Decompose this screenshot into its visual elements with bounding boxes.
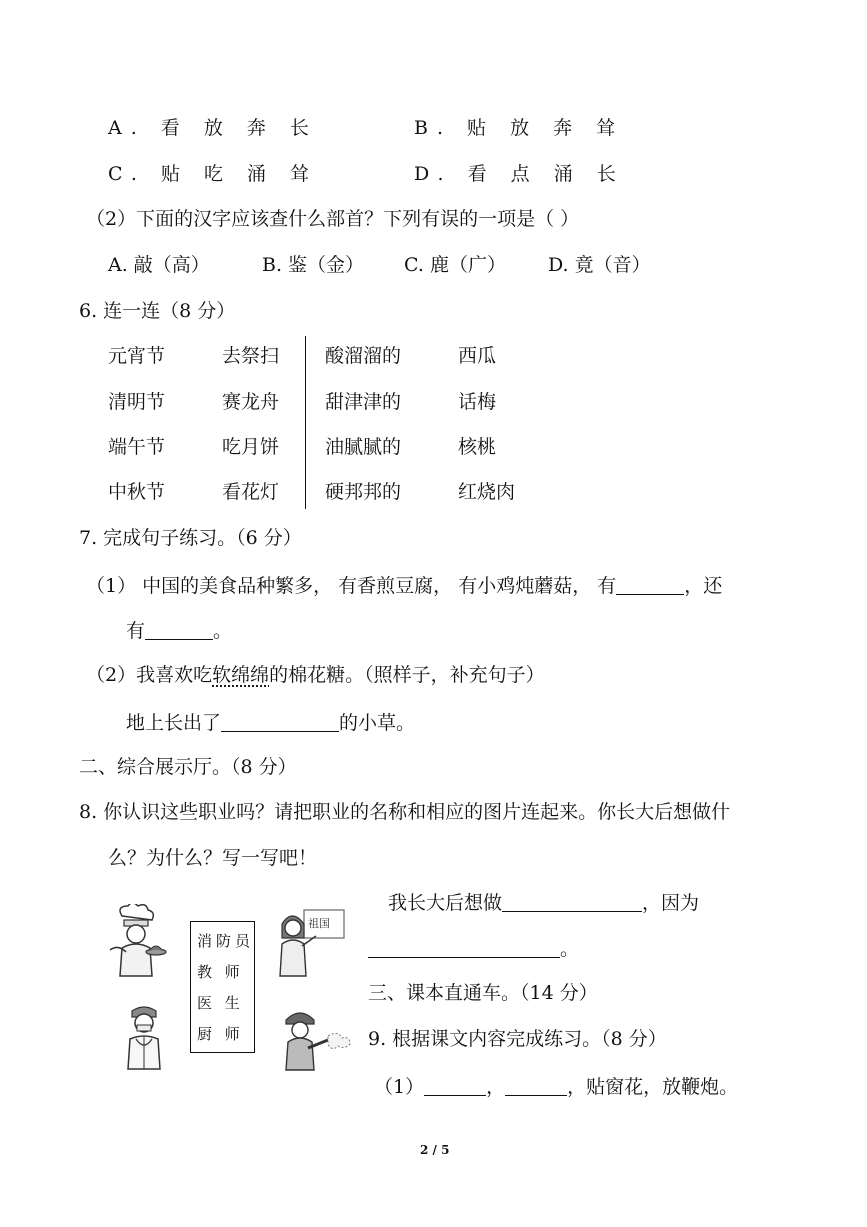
job-chef[interactable]: 厨 师	[197, 1025, 244, 1043]
option-d: D. 看 点 涌 长	[414, 163, 625, 185]
q7-s3-b: 的小草。	[339, 712, 416, 734]
answer-blank[interactable]	[616, 575, 684, 595]
taste-item: 甜津津的	[325, 391, 402, 413]
radical-option-c: C. 鹿（广）	[404, 254, 506, 276]
q9-sentence-1	[374, 1076, 738, 1097]
festival-item: 中秋节	[108, 481, 166, 503]
q6-title: 6. 连一连（8 分）	[79, 300, 236, 322]
taste-item: 油腻腻的	[325, 436, 402, 458]
q8-reason-end: 。	[560, 938, 580, 960]
answer-blank[interactable]	[368, 938, 560, 958]
answer-blank[interactable]	[145, 620, 213, 640]
job-doctor[interactable]: 医 生	[197, 994, 244, 1012]
radical-option-b: B. 鉴（金）	[262, 254, 365, 276]
q9-s1-b: ，	[486, 1076, 506, 1098]
answer-blank[interactable]	[221, 712, 339, 732]
firefighter-picture[interactable]	[282, 1006, 354, 1072]
q8-want-line	[388, 892, 699, 913]
q7-s1-line2-a: 有	[126, 620, 146, 642]
festival-item: 端午节	[108, 436, 166, 458]
q7-s2-b: 的棉花糖。（照样子，补充句子）	[269, 664, 545, 686]
column-divider	[305, 336, 306, 509]
teacher-picture[interactable]	[276, 906, 346, 978]
q7-s3-a: 地上长出了	[126, 712, 222, 734]
q7-sentence-1-cont	[126, 620, 232, 641]
option-b: B. 贴 放 奔 耸	[414, 117, 625, 139]
answer-blank[interactable]	[424, 1076, 486, 1096]
q9-s1-a: （1）	[374, 1076, 425, 1098]
food-item: 话梅	[458, 391, 497, 413]
option-a: A. 看 放 奔 长	[108, 117, 318, 139]
food-item: 红烧肉	[458, 481, 516, 503]
q8-reason-line	[368, 938, 579, 959]
chef-picture[interactable]	[106, 904, 168, 978]
page-number: 2 / 5	[420, 1143, 450, 1157]
section-2-title: 二、综合展示厅。（8 分）	[79, 756, 297, 778]
q8-want-b: ，因为	[642, 892, 700, 914]
taste-item: 酸溜溜的	[325, 345, 402, 367]
answer-blank[interactable]	[502, 892, 642, 912]
section-3-title: 三、课本直通车。（14 分）	[368, 982, 598, 1004]
q8-line-1: 8. 你认识这些职业吗？请把职业的名称和相应的图片连起来。你长大后想做什	[79, 801, 731, 823]
q9-title: 9. 根据课文内容完成练习。（8 分）	[368, 1028, 667, 1050]
answer-blank[interactable]	[505, 1076, 567, 1096]
q8-want-a: 我长大后想做	[388, 892, 503, 914]
custom-item: 去祭扫	[222, 345, 280, 367]
custom-item: 赛龙舟	[222, 391, 280, 413]
festival-item: 元宵节	[108, 345, 166, 367]
job-firefighter[interactable]: 消防员	[197, 932, 255, 950]
q7-title: 7. 完成句子练习。（6 分）	[79, 527, 302, 549]
q7-s2-example: 软绵绵	[212, 664, 270, 686]
option-c: C. 贴 吃 涌 耸	[108, 163, 319, 185]
festival-item: 清明节	[108, 391, 166, 413]
taste-item: 硬邦邦的	[325, 481, 402, 503]
custom-item: 吃月饼	[222, 436, 280, 458]
radical-question: （2）下面的汉字应该查什么部首？下列有误的一项是（ ）	[86, 208, 580, 230]
q7-s2-a: （2）我喜欢吃	[86, 664, 213, 686]
q7-s1-text: （1） 中国的美食品种繁多， 有香煎豆腐， 有小鸡炖蘑菇， 有	[86, 575, 617, 597]
food-item: 西瓜	[458, 345, 497, 367]
doctor-picture[interactable]	[120, 1003, 168, 1071]
q8-line-2: 么？为什么？写一写吧！	[108, 847, 318, 869]
radical-option-d: D. 竟（音）	[548, 254, 651, 276]
q7-sentence-1	[86, 575, 722, 596]
q7-s1-line2-b: 。	[213, 620, 233, 642]
custom-item: 看花灯	[222, 481, 280, 503]
q7-sentence-3	[126, 712, 415, 733]
q7-sentence-2	[86, 666, 545, 685]
job-teacher[interactable]: 教 师	[197, 963, 244, 981]
q9-s1-c: ，贴窗花，放鞭炮。	[567, 1076, 739, 1098]
board-text: 祖国	[308, 917, 330, 930]
radical-option-a: A. 敲（高）	[108, 254, 210, 276]
job-names-box	[190, 921, 255, 1053]
food-item: 核桃	[458, 436, 497, 458]
q7-s1-tail: ，还	[684, 575, 723, 597]
